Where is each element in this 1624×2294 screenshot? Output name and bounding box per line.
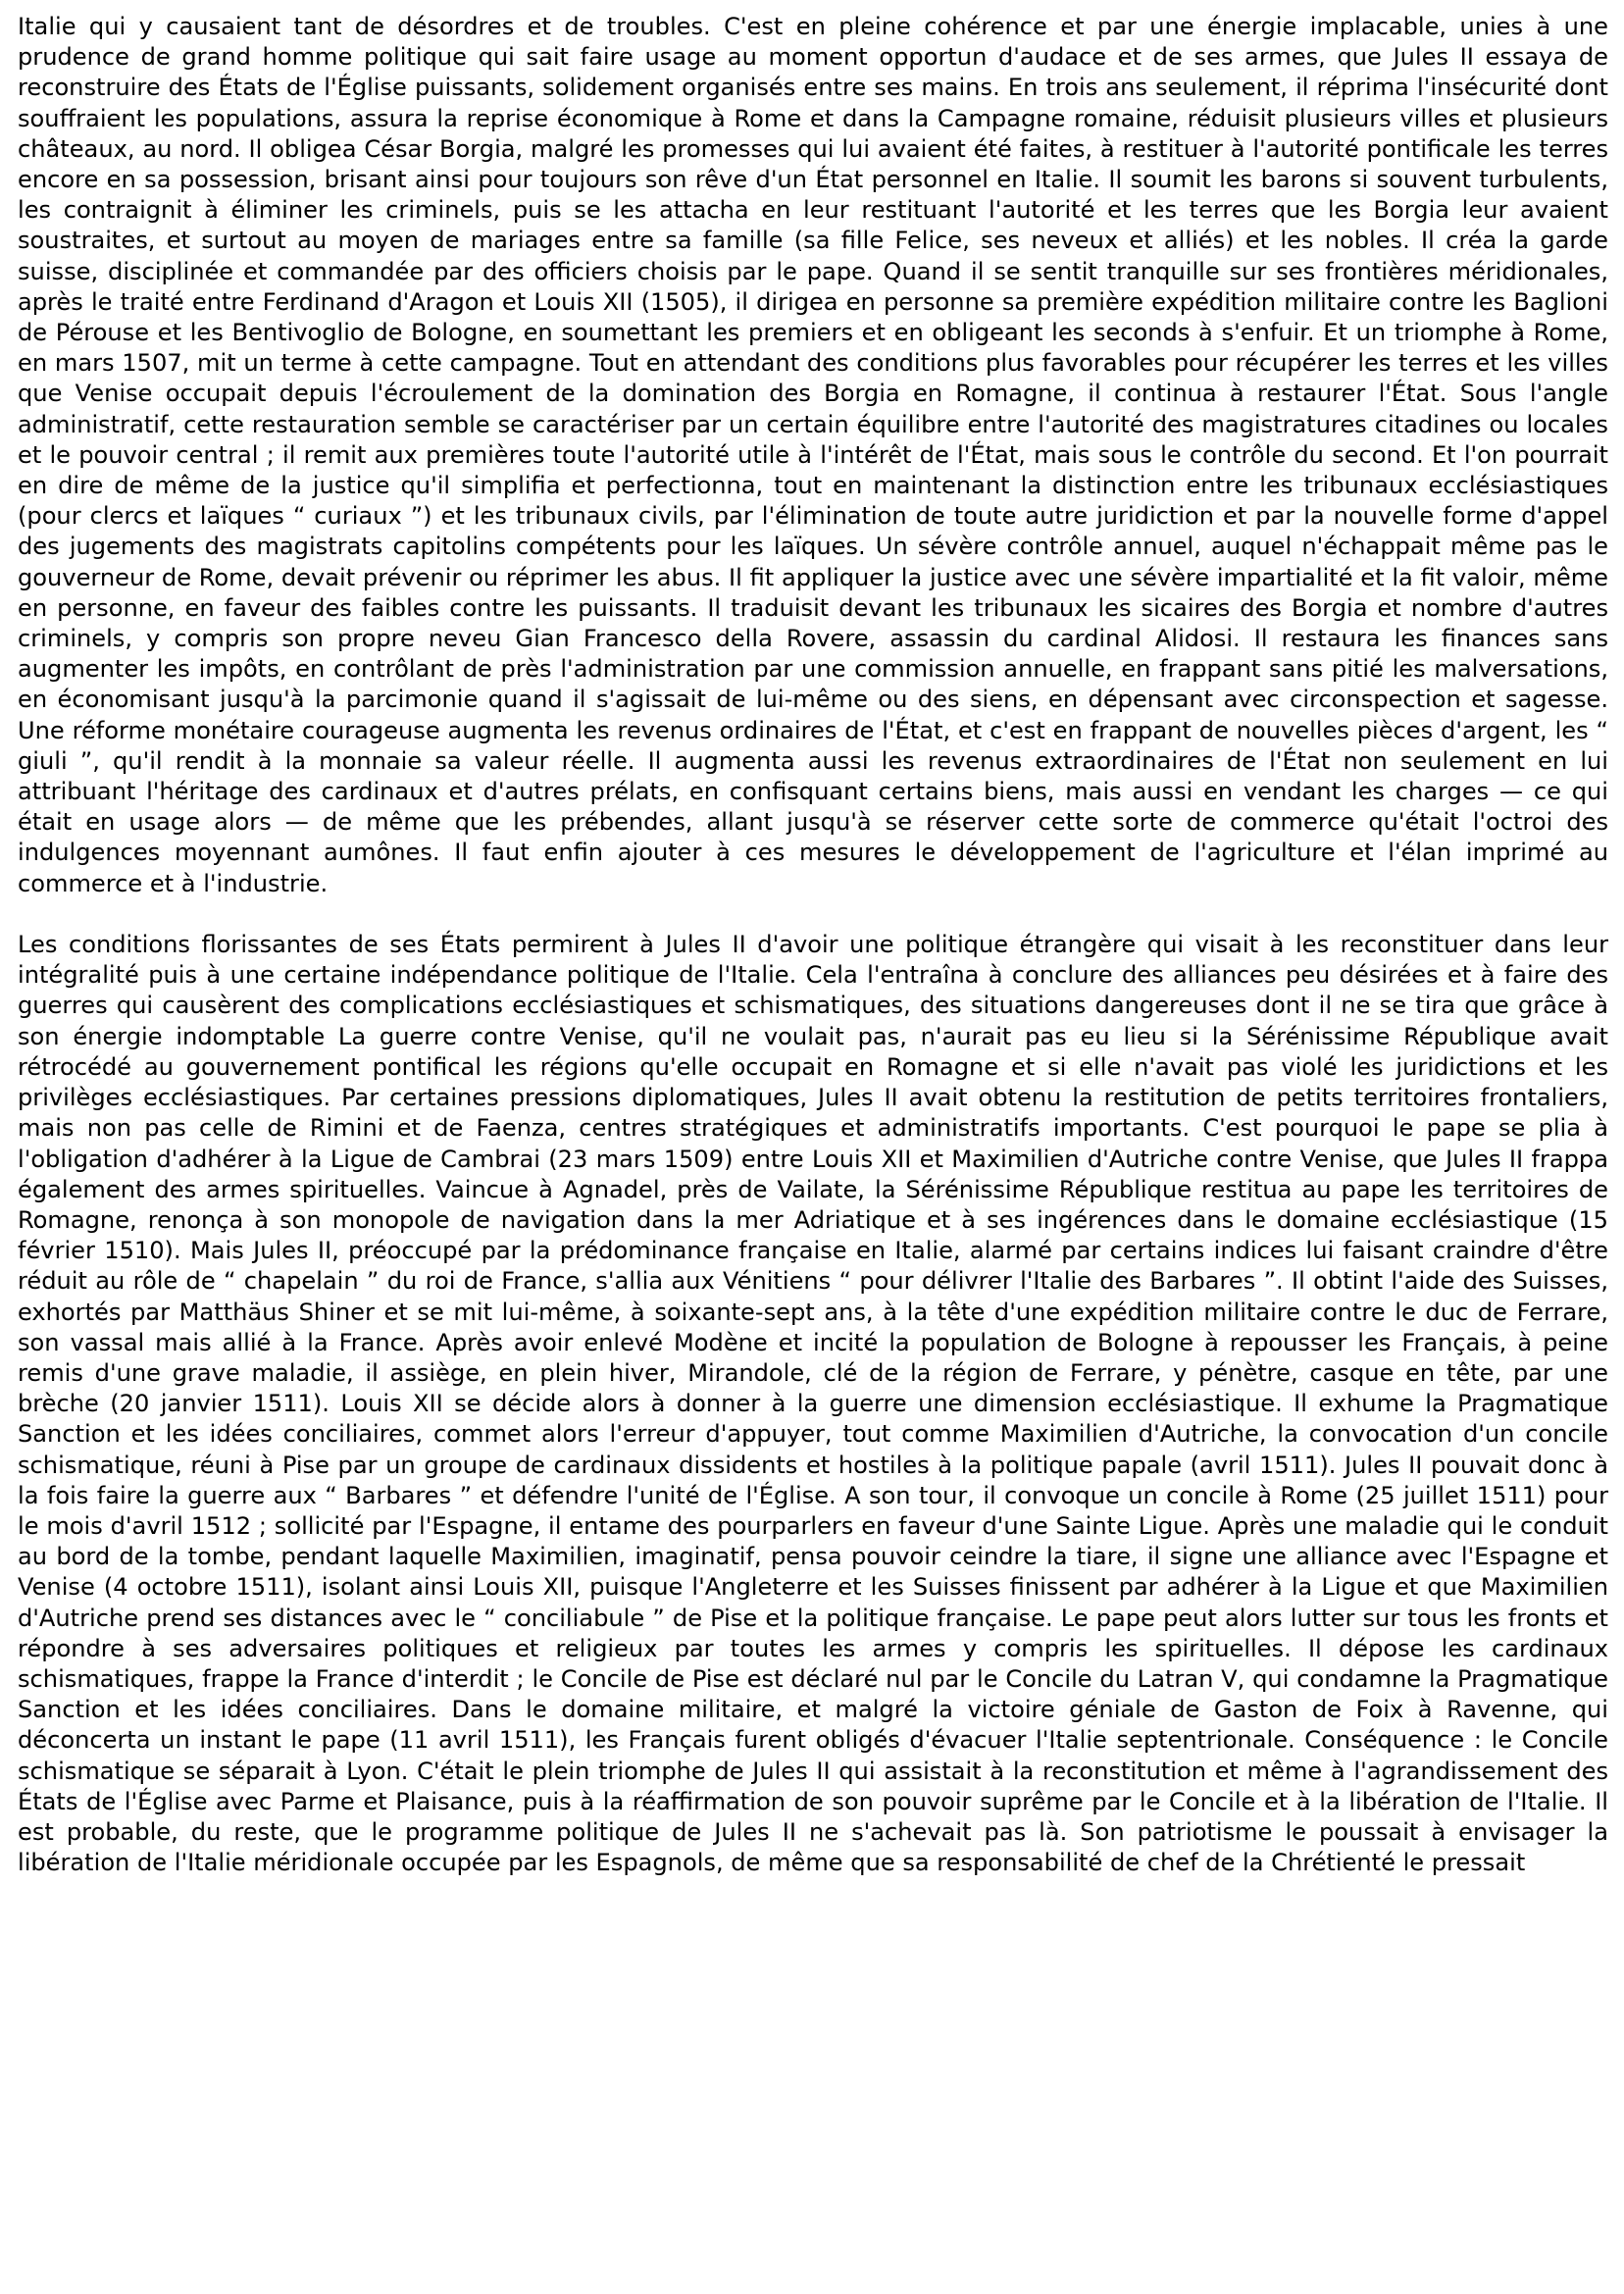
paragraph-jules-ii-restoration: Italie qui y causaient tant de désordres et de troubles. C'est en pleine cohérence et par une énergie implacable, unies à une prudence de grand homme politique qui sait faire usage au moment opportun d'audace et de ses armes, que Jules II essaya de reconstruire des États de l'Église puissants, solidement organisés entre ses mains. En trois ans seulement, il réprima l'insécurité dont souffraient les populations, assura la reprise économique à Rome et dans la Campagne romaine, réduisit plusieurs villes et plusieurs châteaux, au nord. Il obligea César Borgia, malgré les promesses qui lui avaient été faites, à restituer à l'autorité pontificale les terres encore en sa possession, brisant ainsi pour toujours son rêve d'un État personnel en Italie. Il soumit les barons si souvent turbulents, les contraignit à éliminer les criminels, puis se les attacha en leur restituant l'autorité et les terres que les Borgia leur avaient soustraites, et surtout au moyen de mariages entre sa famille (sa fille Felice, ses neveux et alliés) et les nobles. Il créa la garde suisse, disciplinée et commandée par des officiers choisis par le pape. Quand il se sentit tranquille sur ses frontières méridionales, après le traité entre Ferdinand d'Aragon et Louis XII (1505), il dirigea en personne sa première expédition militaire contre les Baglioni de Pérouse et les Bentivoglio de Bologne, en soumettant les premiers et en obligeant les seconds à s'enfuir. Et un triomphe à Rome, en mars 1507, mit un terme à cette campagne. Tout en attendant des conditions plus favorables pour récupérer les terres et les villes que Venise occupait depuis l'écroulement de la domination des Borgia en Romagne, il continua à restaurer l'État. Sous l'angle administratif, cette restauration semble se caractériser par un certain équilibre entre l'autorité des magistratures citadines ou locales et le pouvoir central ; il remit aux premières toute l'autorité utile à l'intérêt de l'État, mais sous le contrôle du second. Et l'on pourrait en dire de même de la justice qu'il simplifia et perfectionna, tout en maintenant la distinction entre les tribunaux ecclésiastiques (pour clercs et laïques “ curiaux ”) et les tribunaux civils, par l'élimination de toute autre juridiction et par la nouvelle forme d'appel des jugements des magistrats capitolins compétents pour les laïques. Un sévère contrôle annuel, auquel n'échappait même pas le gouverneur de Rome, devait prévenir ou réprimer les abus. Il fit appliquer la justice avec une sévère impartialité et la fit valoir, même en personne, en faveur des faibles contre les puissants. Il traduisit devant les tribunaux les sicaires des Borgia et nombre d'autres criminels, y compris son propre neveu Gian Francesco della Rovere, assassin du cardinal Alidosi. Il restaura les finances sans augmenter les impôts, en contrôlant de près l'administration par une commission annuelle, en frappant sans pitié les malversations, en économisant jusqu'à la parcimonie quand il s'agissait de lui-même ou des siens, en dépensant avec circonspection et sagesse. Une réforme monétaire courageuse augmenta les revenus ordinaires de l'État, et c'est en frappant de nouvelles pièces d'argent, les “ giuli ”, qu'il rendit à la monnaie sa valeur réelle. Il augmenta aussi les revenus extraordinaires de l'État non seulement en lui attribuant l'héritage des cardinaux et d'autres prélats, en confisquant certains biens, mais aussi en vendant les charges — ce qui était en usage alors — de même que les prébendes, allant jusqu'à se réserver cette sorte de commerce qu'était l'octroi des indulgences moyennant aumônes. Il faut enfin ajouter à ces mesures le développement de l'agriculture et l'élan imprimé au commerce et à l'industrie. <box>18 13 1608 897</box>
document-page <box>18 12 1608 1878</box>
paragraph-jules-ii-foreign-policy: Les conditions florissantes de ses États permirent à Jules II d'avoir une politique étrangère qui visait à les reconstituer dans leur intégralité puis à une certaine indépendance politique de l'Italie. Cela l'entraîna à conclure des alliances peu désirées et à faire des guerres qui causèrent des complications ecclésiastiques et schismatiques, des situations dangereuses dont il ne se tira que grâce à son énergie indomptable La guerre contre Venise, qu'il ne voulait pas, n'aurait pas eu lieu si la Sérénissime République avait rétrocédé au gouvernement pontifical les régions qu'elle occupait en Romagne et si elle n'avait pas violé les juridictions et les privilèges ecclésiastiques. Par certaines pressions diplomatiques, Jules II avait obtenu la restitution de petits territoires frontaliers, mais non pas celle de Rimini et de Faenza, centres stratégiques et administratifs importants. C'est pourquoi le pape se plia à l'obligation d'adhérer à la Ligue de Cambrai (23 mars 1509) entre Louis XII et Maximilien d'Autriche contre Venise, que Jules II frappa également des armes spirituelles. Vaincue à Agnadel, près de Vailate, la Sérénissime République restitua au pape les territoires de Romagne, renonça à son monopole de navigation dans la mer Adriatique et à ses ingérences dans le domaine ecclésiastique (15 février 1510). Mais Jules II, préoccupé par la prédominance française en Italie, alarmé par certains indices lui faisant craindre d'être réduit au rôle de “ chapelain ” du roi de France, s'allia aux Vénitiens “ pour délivrer l'Italie des Barbares ”. Il obtint l'aide des Suisses, exhortés par Matthäus Shiner et se mit lui-même, à soixante-sept ans, à la tête d'une expédition militaire contre le duc de Ferrare, son vassal mais allié à la France. Après avoir enlevé Modène et incité la population de Bologne à repousser les Français, à peine remis d'une grave maladie, il assiège, en plein hiver, Mirandole, clé de la région de Ferrare, y pénètre, casque en tête, par une brèche (20 janvier 1511). Louis XII se décide alors à donner à la guerre une dimension ecclésiastique. Il exhume la Pragmatique Sanction et les idées conciliaires, commet alors l'erreur d'appuyer, tout comme Maximilien d'Autriche, la convocation d'un concile schismatique, réuni à Pise par un groupe de cardinaux dissidents et hostiles à la politique papale (avril 1511). Jules II pouvait donc à la fois faire la guerre aux “ Barbares ” et défendre l'unité de l'Église. A son tour, il convoque un concile à Rome (25 juillet 1511) pour le mois d'avril 1512 ; sollicité par l'Espagne, il entame des pourparlers en faveur d'une Sainte Ligue. Après une maladie qui le conduit au bord de la tombe, pendant laquelle Maximilien, imaginatif, pensa pouvoir ceindre la tiare, il signe une alliance avec l'Espagne et Venise (4 octobre 1511), isolant ainsi Louis XII, puisque l'Angleterre et les Suisses finissent par adhérer à la Ligue et que Maximilien d'Autriche prend ses distances avec le “ conciliabule ” de Pise et la politique française. Le pape peut alors lutter sur tous les fronts et répondre à ses adversaires politiques et religieux par toutes les armes y compris les spirituelles. Il dépose les cardinaux schismatiques, frappe la France d'interdit ; le Concile de Pise est déclaré nul par le Concile du Latran V, qui condamne la Pragmatique Sanction et les idées conciliaires. Dans le domaine militaire, et malgré la victoire géniale de Gaston de Foix à Ravenne, qui déconcerta un instant le pape (11 avril 1511), les Français furent obligés d'évacuer l'Italie septentrionale. Conséquence : le Concile schismatique se séparait à Lyon. C'était le plein triomphe de Jules II qui assistait à la reconstitution et même à l'agrandissement des États de l'Église avec Parme et Plaisance, puis à la réaffirmation de son pouvoir suprême par le Concile et à la libération de l'Italie. Il est probable, du reste, que le programme politique de Jules II ne s'achevait pas là. Son patriotisme le poussait à envisager la libération de l'Italie méridionale occupée par les Espagnols, de même que sa responsabilité de chef de la Chrétienté le pressait <box>18 931 1608 1877</box>
